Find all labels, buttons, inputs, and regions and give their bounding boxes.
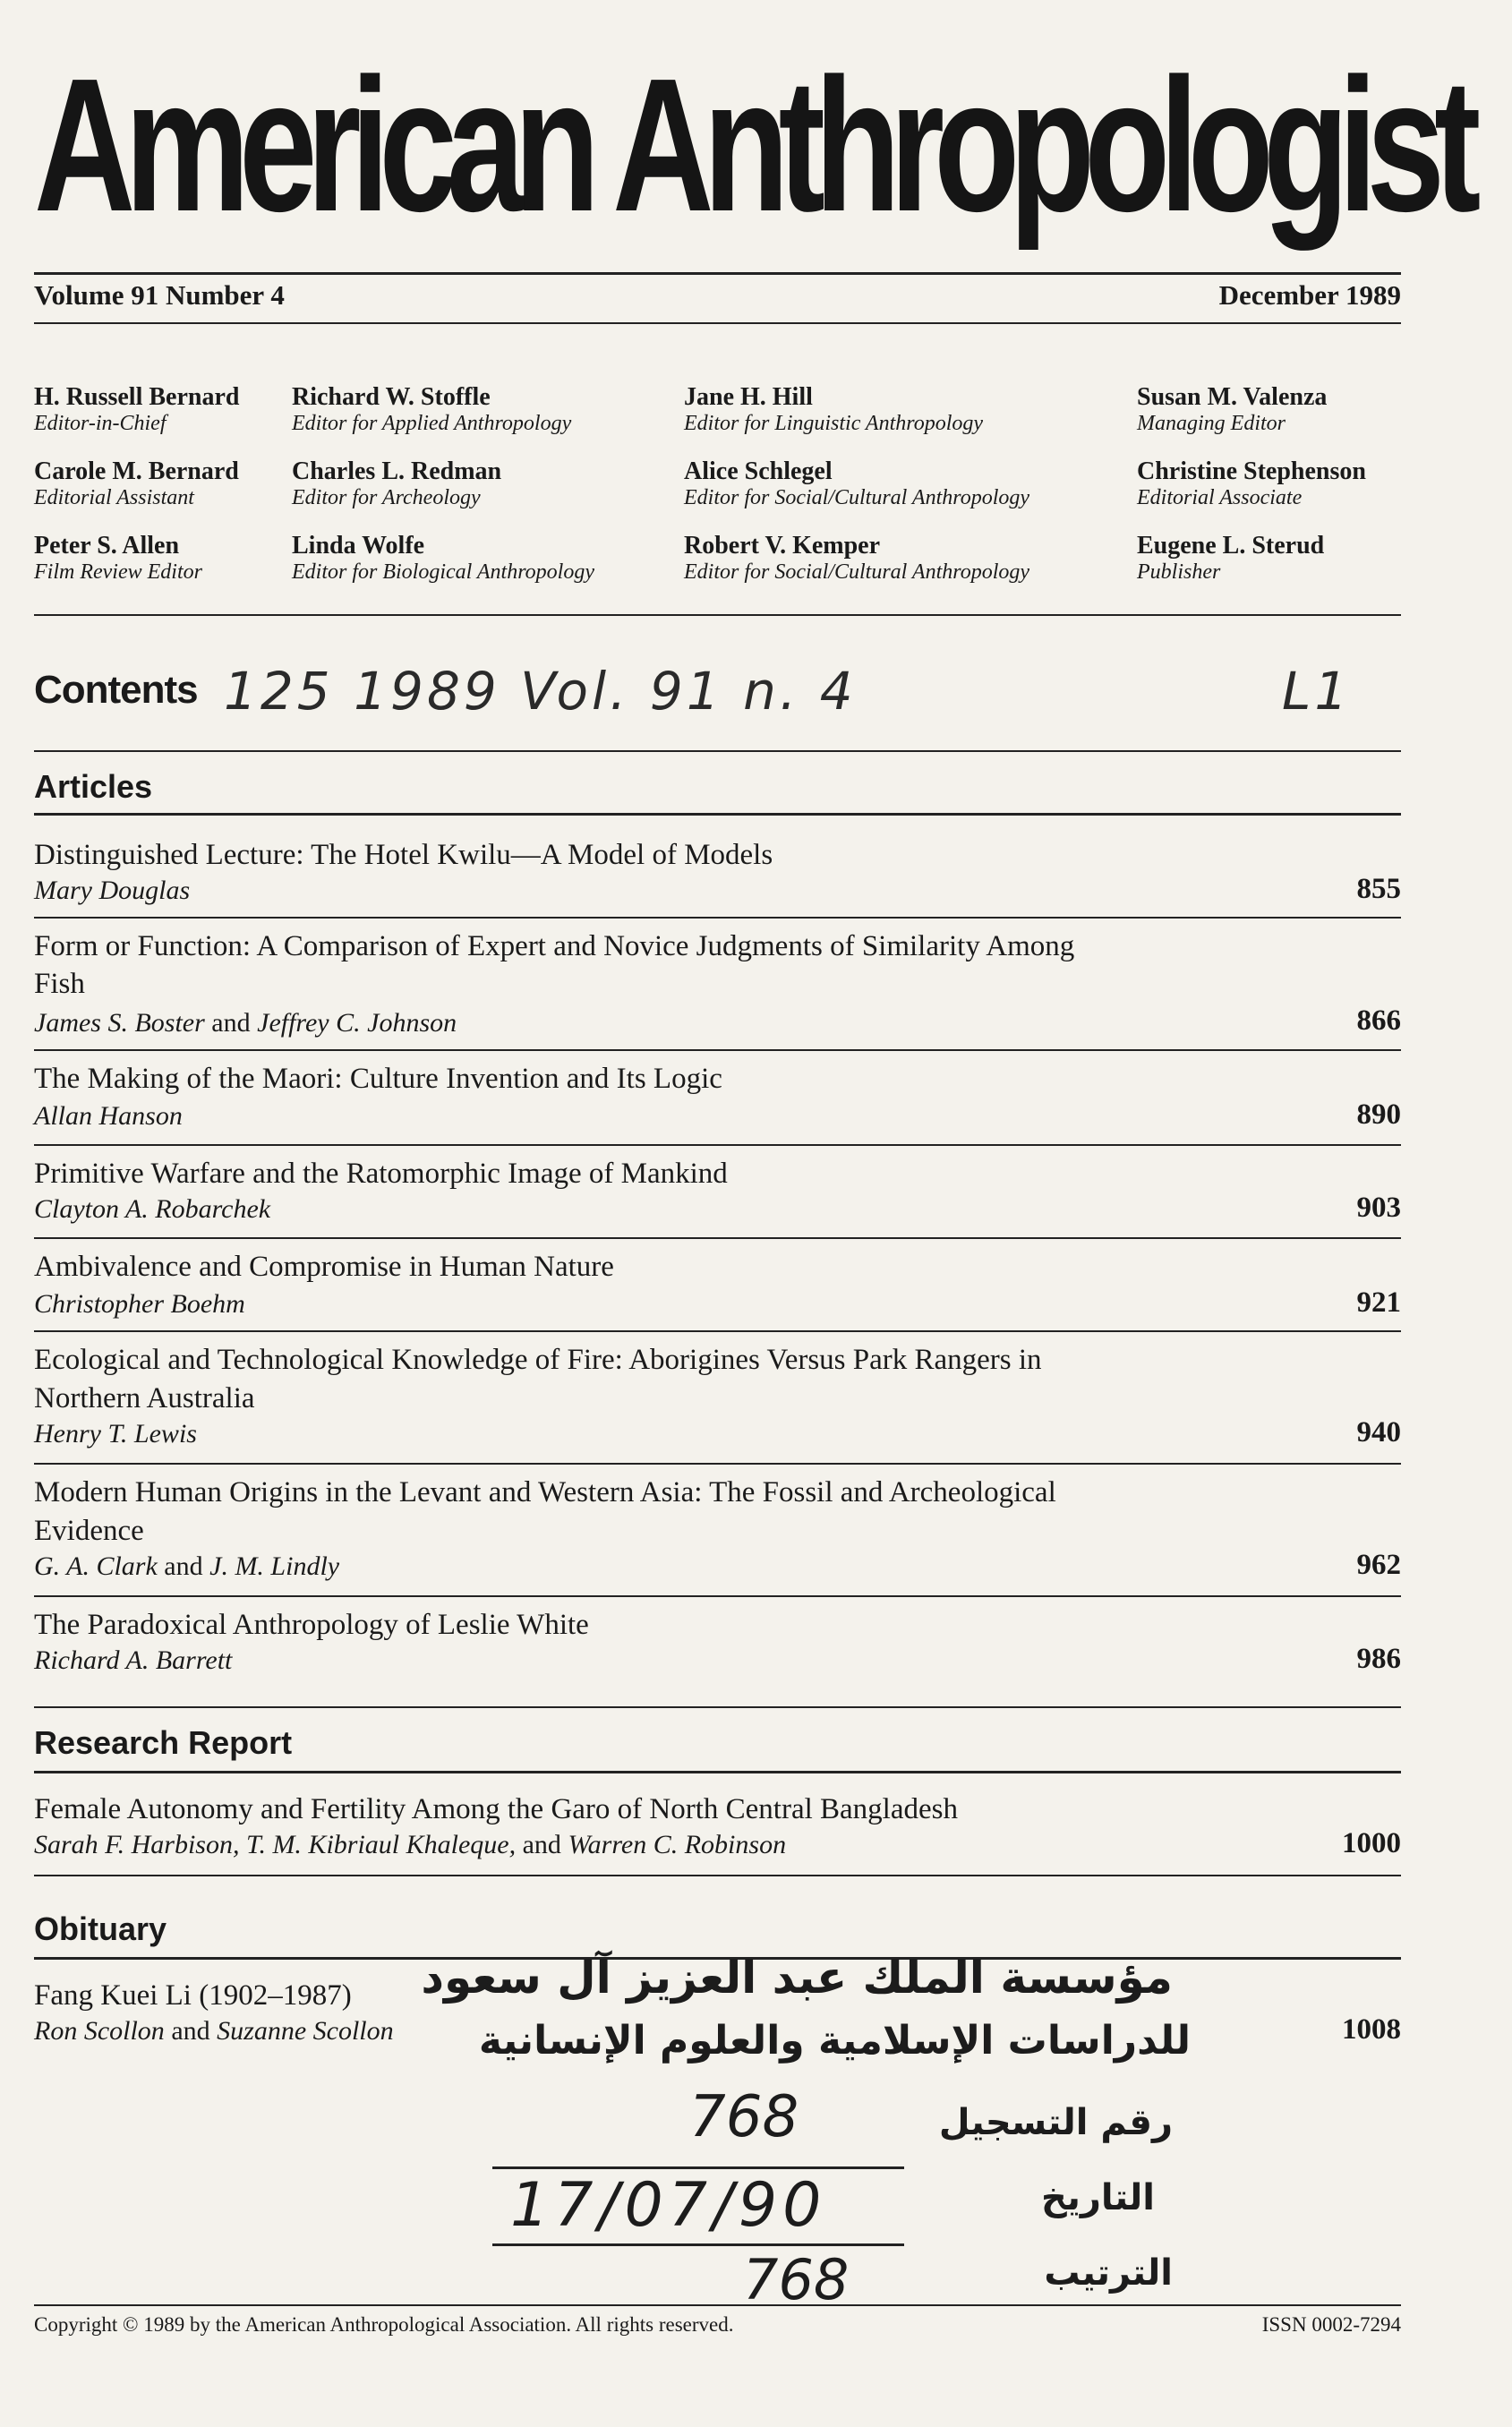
- library-accession-stamp: [421, 1952, 1209, 2328]
- editor-name: Carole M. Bernard: [34, 457, 239, 485]
- contents-title: Contents: [34, 668, 198, 712]
- editor-role: Film Review Editor: [34, 560, 202, 584]
- editor-role: Editor for Applied Anthropology: [292, 412, 572, 435]
- stamp-institution-subtitle: للدراسات الإسلامية والعلوم الإنسانية: [478, 2018, 1191, 2064]
- article-title: The Making of the Maori: Culture Invention and Its Logic: [34, 1063, 722, 1095]
- section-rule: [34, 1706, 1401, 1708]
- editor-role: Editor-in-Chief: [34, 412, 167, 435]
- editor-entry: [34, 457, 239, 510]
- editor-entry: [292, 383, 571, 436]
- stamp-registration-number: 768: [689, 2084, 799, 2150]
- handwritten-catalog-note: 125 1989 Vol. 91 n. 4: [224, 661, 857, 722]
- issue-rule: [34, 322, 1401, 324]
- editor-entry: [34, 383, 239, 436]
- editor-name: Jane H. Hill: [684, 383, 813, 411]
- editor-entry: [34, 532, 202, 585]
- editor-name: Christine Stephenson: [1137, 457, 1366, 485]
- article-title: Form or Function: A Comparison of Expert and Novice Judgments of Similarity Among: [34, 930, 1075, 962]
- copyright-notice: Copyright © 1989 by the American Anthropological Association. All rights reserved.: [34, 2313, 734, 2336]
- section-rule: [34, 813, 1401, 816]
- article-author: James S. Boster and Jeffrey C. Johnson: [34, 1008, 457, 1038]
- masthead-rule: [34, 272, 1401, 275]
- obituary-title: Fang Kuei Li (1902–1987): [34, 1979, 352, 2012]
- article-page: 855: [1356, 873, 1401, 905]
- article-rule: [34, 1144, 1401, 1146]
- stamp-label-date: التاريخ: [1041, 2177, 1155, 2218]
- editor-entry: [684, 457, 1029, 510]
- article-title-continued: Northern Australia: [34, 1382, 255, 1414]
- editor-role: Editor for Social/Cultural Anthropology: [684, 486, 1030, 509]
- article-title: Modern Human Origins in the Levant and Western Asia: The Fossil and Archeological: [34, 1476, 1056, 1508]
- article-title: Distinguished Lecture: The Hotel Kwilu—A Model of Models: [34, 839, 773, 871]
- article-page: 866: [1356, 1004, 1401, 1037]
- editor-role: Editor for Linguistic Anthropology: [684, 412, 984, 435]
- editor-name: Eugene L. Sterud: [1137, 532, 1325, 560]
- contents-rule: [34, 750, 1401, 752]
- editor-role: Editorial Assistant: [34, 486, 194, 509]
- editor-entry: [292, 457, 501, 510]
- obituary-author: Ron Scollon and Suzanne Scollon: [34, 2016, 394, 2046]
- editor-role: Managing Editor: [1137, 412, 1286, 435]
- article-author: Henry T. Lewis: [34, 1419, 197, 1449]
- stamp-label-order: الترتيب: [1044, 2252, 1173, 2294]
- editor-entry: [292, 532, 594, 585]
- stamp-label-registration: رقم التسجيل: [938, 2102, 1173, 2143]
- editor-role: Publisher: [1137, 560, 1221, 584]
- editors-rule: [34, 614, 1401, 616]
- section-rule: [34, 1875, 1401, 1876]
- stamp-institution: مؤسسة الملك عبد العزيز آل سعود: [421, 1952, 1173, 2004]
- article-rule: [34, 1595, 1401, 1597]
- article-page: 940: [1356, 1416, 1401, 1449]
- article-title: Primitive Warfare and the Ratomorphic Image of Mankind: [34, 1158, 728, 1190]
- issue-date: December 1989: [1218, 279, 1401, 311]
- editor-name: Linda Wolfe: [292, 532, 425, 560]
- article-rule: [34, 1463, 1401, 1465]
- article-author: Clayton A. Robarchek: [34, 1194, 271, 1224]
- article-page: 890: [1356, 1098, 1401, 1131]
- editor-entry: [1137, 532, 1324, 585]
- article-author: Richard A. Barrett: [34, 1645, 233, 1675]
- article-title: Ambivalence and Compromise in Human Nature: [34, 1251, 614, 1283]
- article-author: G. A. Clark and J. M. Lindly: [34, 1551, 340, 1581]
- editor-role: Editor for Biological Anthropology: [292, 560, 594, 584]
- article-author: Mary Douglas: [34, 876, 191, 905]
- article-author: Christopher Boehm: [34, 1289, 245, 1319]
- editor-name: Peter S. Allen: [34, 532, 180, 560]
- editor-entry: [1137, 457, 1366, 510]
- editor-role: Editor for Social/Cultural Anthropology: [684, 560, 1030, 584]
- report-page: 1000: [1342, 1827, 1401, 1859]
- editor-role: Editorial Associate: [1137, 486, 1303, 509]
- stamp-order-number: 768: [743, 2247, 850, 2312]
- article-rule: [34, 1237, 1401, 1239]
- editor-entry: [684, 532, 1029, 585]
- editor-name: Alice Schlegel: [684, 457, 833, 485]
- handwritten-code: L1: [1282, 661, 1352, 722]
- article-title-continued: Fish: [34, 968, 85, 1000]
- obituary-page: 1008: [1342, 2013, 1401, 2046]
- section-heading-articles: Articles: [34, 768, 153, 805]
- article-title: The Paradoxical Anthropology of Leslie White: [34, 1609, 589, 1641]
- article-title-continued: Evidence: [34, 1515, 144, 1547]
- article-page: 986: [1356, 1643, 1401, 1675]
- journal-masthead: American Anthropologist: [34, 38, 1471, 251]
- article-title: Ecological and Technological Knowledge of Fire: Aborigines Versus Park Rangers in: [34, 1344, 1042, 1376]
- editor-role: Editor for Archeology: [292, 486, 481, 509]
- section-heading-obituary: Obituary: [34, 1910, 167, 1947]
- issn: ISSN 0002-7294: [1261, 2313, 1401, 2336]
- editor-name: Charles L. Redman: [292, 457, 502, 485]
- stamp-underline: [492, 2243, 904, 2246]
- article-page: 903: [1356, 1192, 1401, 1224]
- section-rule: [34, 1771, 1401, 1773]
- article-rule: [34, 1330, 1401, 1332]
- editor-entry: [684, 383, 983, 436]
- report-author: Sarah F. Harbison, T. M. Kibriaul Khaleque, and Warren C. Robinson: [34, 1830, 787, 1859]
- report-title: Female Autonomy and Fertility Among the Garo of North Central Bangladesh: [34, 1793, 958, 1825]
- editor-name: Robert V. Kemper: [684, 532, 881, 560]
- stamp-date: 17/07/90: [510, 2170, 827, 2241]
- editor-entry: [1137, 383, 1327, 436]
- footer-rule: [34, 2304, 1401, 2306]
- editor-name: H. Russell Bernard: [34, 383, 240, 411]
- article-author: Allan Hanson: [34, 1101, 183, 1131]
- editor-name: Richard W. Stoffle: [292, 383, 491, 411]
- editor-name: Susan M. Valenza: [1137, 383, 1328, 411]
- stamp-underline: [492, 2166, 904, 2169]
- section-heading-research-report: Research Report: [34, 1724, 293, 1761]
- article-rule: [34, 917, 1401, 919]
- volume-number: Volume 91 Number 4: [34, 279, 285, 311]
- article-page: 921: [1356, 1286, 1401, 1319]
- article-page: 962: [1356, 1549, 1401, 1581]
- article-rule: [34, 1049, 1401, 1051]
